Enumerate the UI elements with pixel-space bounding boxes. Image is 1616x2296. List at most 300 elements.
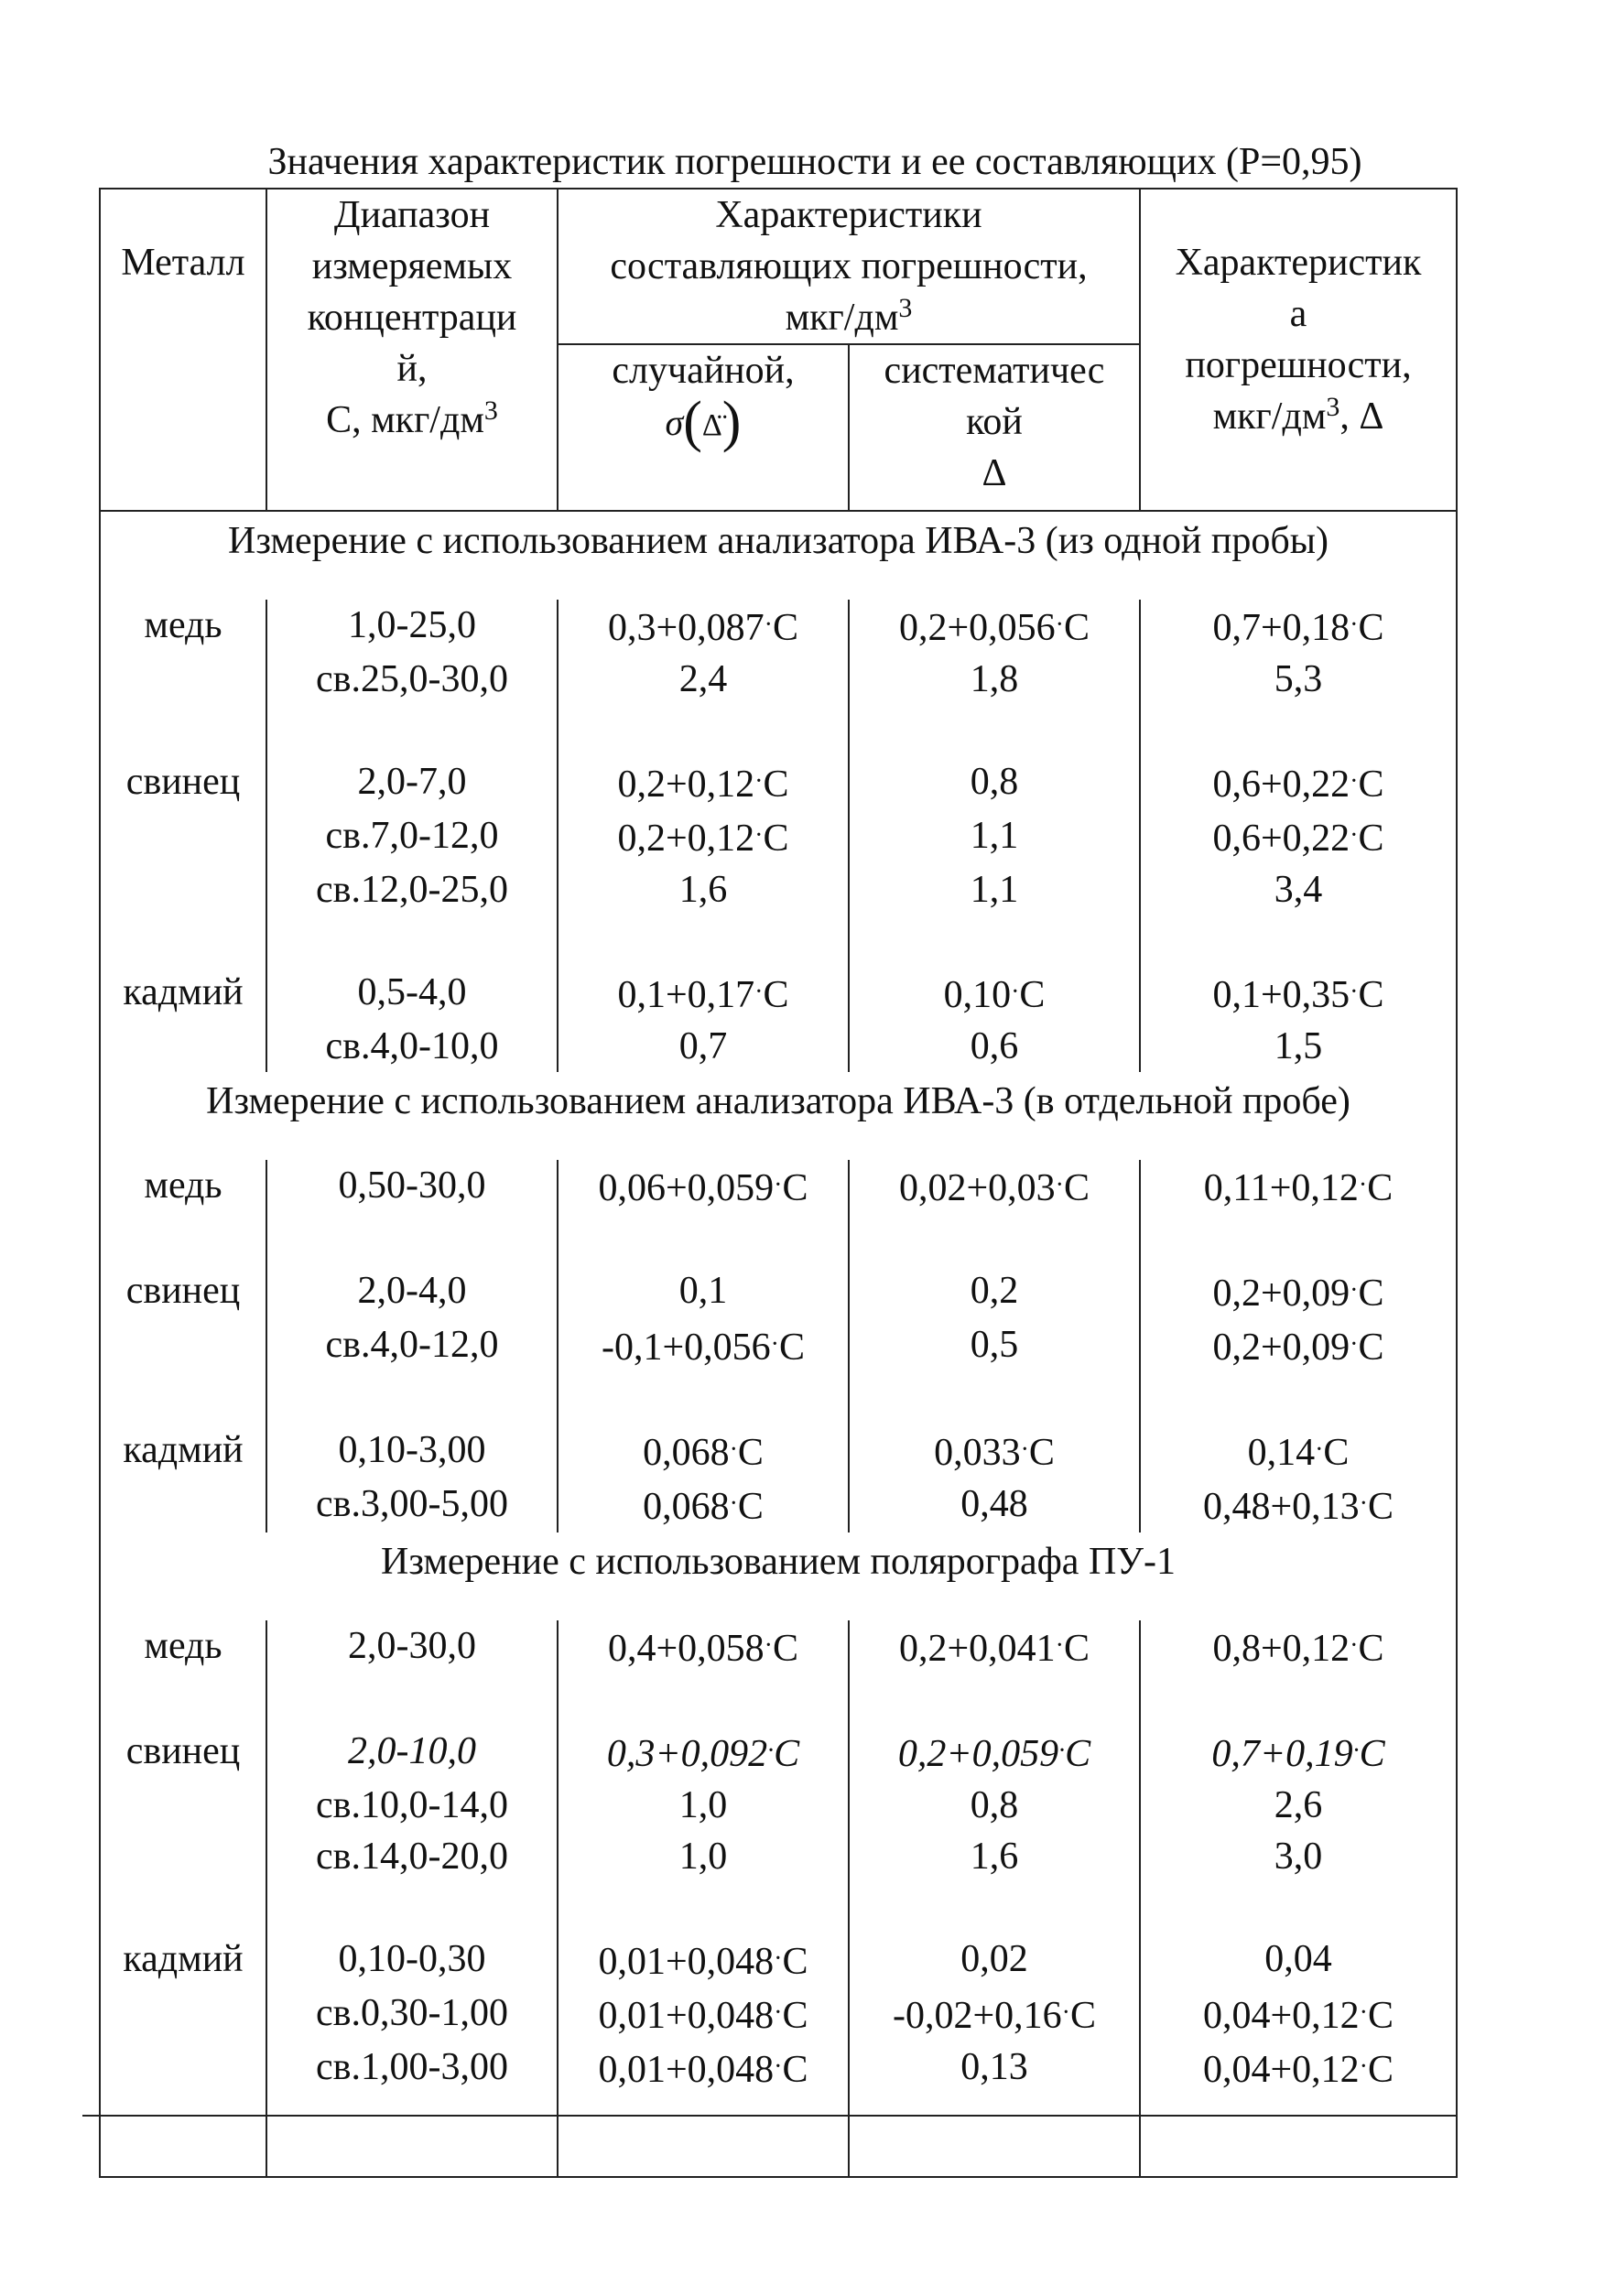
metal-cell [100, 1021, 266, 1072]
header-systematic-line2: кой [966, 401, 1023, 443]
section-title: Измерение с использованием анализатора ИВА-3 (в отдельной пробе) [100, 1072, 1457, 1160]
systematic-cell [849, 2041, 1140, 2096]
section-row [100, 511, 1457, 600]
multiply-dot: · [1358, 1171, 1368, 1199]
concentration-symbol: C [779, 1327, 806, 1369]
systematic-cell [849, 600, 1140, 654]
random-cell [558, 1987, 849, 2041]
total-value: 1,5 [1274, 1025, 1323, 1067]
multiply-dot: · [1350, 821, 1359, 850]
delta-symbol: Δ̈ [701, 408, 722, 442]
total-cell [1140, 1780, 1457, 1831]
systematic-value: 0,02 [960, 1938, 1028, 1980]
spacer-row [100, 2096, 1457, 2177]
total-cell [1140, 967, 1457, 1021]
concentration-symbol: C [782, 1167, 808, 1209]
systematic-value: 0,5 [970, 1324, 1019, 1366]
spacer-cell [1140, 1214, 1457, 1265]
multiply-dot: · [1058, 1737, 1066, 1765]
concentration-symbol: C [1065, 1733, 1091, 1775]
random-value: 1,6 [678, 869, 728, 911]
range-value: св.25,0-30,0 [316, 658, 508, 700]
total-value: 0,04 [1264, 1938, 1332, 1980]
metal-cell [100, 1478, 266, 1532]
systematic-cell [849, 1021, 1140, 1072]
concentration-symbol: C [1358, 818, 1384, 860]
metal-cell: свинец [100, 1726, 266, 1780]
concentration-symbol: C [1064, 607, 1090, 649]
range-value: 0,10-3,00 [338, 1429, 486, 1471]
paren-close-icon: ) [721, 391, 742, 453]
range-cell [266, 756, 558, 810]
systematic-value: 0,10 [943, 974, 1012, 1016]
multiply-dot: · [754, 978, 764, 1006]
range-cell [266, 1424, 558, 1478]
spacer-cell [266, 1373, 558, 1424]
range-value: св.4,0-10,0 [325, 1025, 499, 1067]
section-title: Измерение с использованием анализатора ИВА-3 (из одной пробы) [100, 511, 1457, 600]
spacer-cell [558, 2096, 849, 2177]
metal-cell: кадмий [100, 1933, 266, 1987]
range-value: св.7,0-12,0 [325, 815, 499, 857]
concentration-symbol: C [1367, 1167, 1394, 1209]
range-value: 2,0-7,0 [357, 761, 467, 803]
systematic-value: 0,2+0,056 [898, 607, 1056, 649]
random-cell [558, 2041, 849, 2096]
range-cell [266, 1780, 558, 1831]
metal-cell [100, 1987, 266, 2041]
metal-cell [100, 1780, 266, 1831]
spacer-cell [1140, 915, 1457, 967]
header-total-delta: , Δ [1339, 395, 1384, 438]
header-components-line3 [562, 292, 1135, 343]
spacer-cell [1140, 2096, 1457, 2177]
spacer-cell [558, 705, 849, 756]
random-value: -0,1+0,056 [601, 1327, 771, 1369]
random-cell [558, 1780, 849, 1831]
range-cell [266, 1265, 558, 1319]
multiply-dot: · [774, 2052, 783, 2081]
spacer-cell [849, 2096, 1140, 2177]
systematic-value: 0,02+0,03 [898, 1167, 1056, 1209]
bottom-rule [82, 2115, 1456, 2117]
header-total-line3: погрешности, [1185, 344, 1412, 386]
concentration-symbol: C [782, 2049, 808, 2091]
systematic-cell [849, 1780, 1140, 1831]
systematic-value: 0,033 [934, 1432, 1021, 1474]
multiply-dot: · [729, 1435, 738, 1464]
total-cell [1140, 600, 1457, 654]
multiply-dot: · [764, 1631, 773, 1660]
header-components-sup: 3 [898, 293, 913, 323]
random-value: 0,2+0,12 [617, 764, 755, 806]
random-value: 0,7 [678, 1025, 728, 1067]
spacer-cell [849, 1674, 1140, 1726]
spacer-cell [849, 705, 1140, 756]
metal-cell: свинец [100, 756, 266, 810]
systematic-value: 1,1 [970, 815, 1019, 857]
random-cell [558, 1319, 849, 1373]
spacer-cell [1140, 1373, 1457, 1424]
total-cell [1140, 1933, 1457, 1987]
total-value: 0,7+0,18 [1212, 607, 1350, 649]
spacer-cell [266, 1674, 558, 1726]
range-cell [266, 1620, 558, 1674]
table-row [100, 600, 1457, 654]
systematic-value: 0,2+0,041 [898, 1628, 1056, 1670]
concentration-symbol: C [763, 818, 789, 860]
header-components-line1: Характеристики [715, 194, 982, 236]
systematic-value: 0,48 [960, 1483, 1028, 1525]
table-body [100, 511, 1457, 2177]
concentration-symbol: C [1064, 1628, 1090, 1670]
header-range-unit: С, мкг/дм [326, 399, 484, 441]
systematic-cell [849, 810, 1140, 864]
header-systematic-line3: Δ [982, 452, 1007, 494]
header-total [1140, 189, 1457, 511]
section-row [100, 1532, 1457, 1620]
range-cell [266, 1933, 558, 1987]
header-total-line2: а [1289, 293, 1307, 335]
total-value: 3,0 [1274, 1836, 1323, 1878]
multiply-dot: · [1055, 611, 1064, 639]
range-cell [266, 600, 558, 654]
spacer-cell [100, 915, 266, 967]
total-cell [1140, 1987, 1457, 2041]
spacer-cell [558, 1373, 849, 1424]
random-value: 0,1+0,17 [617, 974, 755, 1016]
table-row [100, 1424, 1457, 1478]
table-row [100, 967, 1457, 1021]
multiply-dot: · [1055, 1631, 1064, 1660]
table-row [100, 810, 1457, 864]
random-cell [558, 1478, 849, 1532]
header-total-line4 [1144, 391, 1452, 442]
metal-cell [100, 864, 266, 915]
random-cell [558, 1726, 849, 1780]
total-value: 0,1+0,35 [1212, 974, 1350, 1016]
total-cell [1140, 756, 1457, 810]
multiply-dot: · [774, 1171, 783, 1199]
header-range-line1: Диапазон [333, 194, 491, 236]
systematic-cell [849, 1987, 1140, 2041]
spacer-cell [266, 1882, 558, 1933]
total-cell [1140, 2041, 1457, 2096]
table-row [100, 1620, 1457, 1674]
systematic-cell [849, 1160, 1140, 1214]
table-row [100, 864, 1457, 915]
total-value: 3,4 [1274, 869, 1323, 911]
multiply-dot: · [1055, 1171, 1064, 1199]
range-value: 1,0-25,0 [348, 604, 476, 646]
multiply-dot: · [774, 1998, 783, 2027]
total-cell [1140, 654, 1457, 705]
concentration-symbol: C [1019, 974, 1046, 1016]
multiply-dot: · [729, 1489, 738, 1518]
concentration-symbol: C [1358, 1273, 1384, 1315]
systematic-value: 0,8 [970, 761, 1019, 803]
sigma-symbol: σ [665, 402, 684, 443]
spacer-cell [558, 1214, 849, 1265]
range-cell [266, 654, 558, 705]
metal-cell: медь [100, 600, 266, 654]
total-value: 0,2+0,09 [1212, 1327, 1350, 1369]
multiply-dot: · [770, 1330, 779, 1359]
concentration-symbol: C [1064, 1167, 1090, 1209]
header-components [558, 189, 1140, 344]
systematic-value: 0,13 [960, 2046, 1028, 2088]
multiply-dot: · [774, 1944, 783, 1973]
random-value: 0,06+0,059 [598, 1167, 775, 1209]
range-cell [266, 1726, 558, 1780]
concentration-symbol: C [1028, 1432, 1055, 1474]
systematic-value: -0,02+0,16 [892, 1995, 1062, 2037]
spacer-cell [100, 1674, 266, 1726]
error-characteristics-table [99, 188, 1456, 2178]
random-cell [558, 1021, 849, 1072]
section-title: Измерение с использованием полярографа ПУ-1 [100, 1532, 1457, 1620]
table-row [100, 756, 1457, 810]
range-value: св.3,00-5,00 [316, 1483, 508, 1525]
random-value: 0,068 [643, 1486, 730, 1528]
range-cell [266, 1831, 558, 1882]
concentration-symbol: C [1359, 1733, 1385, 1775]
range-value: 0,10-0,30 [338, 1938, 486, 1980]
range-value: 2,0-4,0 [357, 1270, 467, 1312]
concentration-symbol: C [1358, 764, 1384, 806]
range-cell [266, 1987, 558, 2041]
table-row [100, 2041, 1457, 2096]
range-value: 2,0-30,0 [348, 1625, 476, 1667]
multiply-dot: · [1011, 978, 1020, 1006]
concentration-symbol: C [1368, 1995, 1394, 2037]
total-value: 0,2+0,09 [1212, 1273, 1350, 1315]
systematic-cell [849, 1620, 1140, 1674]
random-value: 0,3+0,087 [607, 607, 765, 649]
header-metal [100, 189, 266, 511]
multiply-dot: · [1352, 1737, 1360, 1765]
systematic-value: 0,2 [970, 1270, 1019, 1312]
spacer-row [100, 1373, 1457, 1424]
multiply-dot: · [1350, 1276, 1359, 1305]
total-cell [1140, 1831, 1457, 1882]
random-value: 0,2+0,12 [617, 818, 755, 860]
table-row [100, 1831, 1457, 1882]
range-value: 2,0-10,0 [348, 1730, 476, 1772]
spacer-row [100, 1214, 1457, 1265]
concentration-symbol: C [774, 1733, 800, 1775]
random-cell [558, 1160, 849, 1214]
spacer-cell [558, 1882, 849, 1933]
range-value: 0,50-30,0 [338, 1164, 486, 1207]
table-row [100, 1021, 1457, 1072]
spacer-cell [100, 1882, 266, 1933]
systematic-cell [849, 864, 1140, 915]
total-value: 0,14 [1247, 1432, 1316, 1474]
range-value: св.12,0-25,0 [316, 869, 508, 911]
systematic-value: 0,6 [970, 1025, 1019, 1067]
total-value: 2,6 [1274, 1784, 1323, 1826]
total-value: 0,11+0,12 [1203, 1167, 1359, 1209]
systematic-cell [849, 1933, 1140, 1987]
spacer-row [100, 705, 1457, 756]
metal-cell: медь [100, 1620, 266, 1674]
metal-cell [100, 1831, 266, 1882]
systematic-value: 0,2+0,059 [897, 1733, 1059, 1775]
header-total-sup: 3 [1326, 392, 1340, 422]
data-table [99, 188, 1458, 2178]
multiply-dot: · [1359, 1489, 1368, 1518]
multiply-dot: · [754, 767, 764, 796]
concentration-symbol: C [1368, 1486, 1394, 1528]
total-value: 0,6+0,22 [1212, 764, 1350, 806]
total-cell [1140, 1478, 1457, 1532]
total-cell [1140, 1424, 1457, 1478]
total-cell [1140, 1265, 1457, 1319]
range-cell [266, 1021, 558, 1072]
random-value: 0,01+0,048 [598, 1995, 775, 2037]
range-cell [266, 967, 558, 1021]
random-cell [558, 1620, 849, 1674]
total-value: 0,8+0,12 [1212, 1628, 1350, 1670]
metal-cell: кадмий [100, 967, 266, 1021]
total-cell [1140, 810, 1457, 864]
spacer-cell [849, 915, 1140, 967]
systematic-cell [849, 1831, 1140, 1882]
total-cell [1140, 864, 1457, 915]
spacer-cell [558, 1674, 849, 1726]
range-value: 0,5-4,0 [357, 971, 467, 1013]
random-value: 2,4 [678, 658, 728, 700]
random-cell [558, 967, 849, 1021]
spacer-cell [1140, 705, 1457, 756]
concentration-symbol: C [1358, 974, 1384, 1016]
total-value: 5,3 [1274, 658, 1323, 700]
random-cell [558, 600, 849, 654]
spacer-cell [266, 705, 558, 756]
range-cell [266, 2041, 558, 2096]
spacer-cell [849, 1882, 1140, 1933]
multiply-dot: · [1315, 1435, 1324, 1464]
table-row [100, 1780, 1457, 1831]
random-value: 0,3+0,092 [606, 1733, 768, 1775]
multiply-dot: · [1020, 1435, 1029, 1464]
header-range-line4: й, [396, 348, 428, 390]
concentration-symbol: C [782, 1995, 808, 2037]
spacer-cell [100, 705, 266, 756]
total-cell [1140, 1021, 1457, 1072]
total-value: 0,04+0,12 [1202, 1995, 1360, 2037]
systematic-cell [849, 1424, 1140, 1478]
multiply-dot: · [1359, 1998, 1368, 2027]
random-value: 0,01+0,048 [598, 2049, 775, 2091]
concentration-symbol: C [763, 764, 789, 806]
metal-cell [100, 654, 266, 705]
table-row [100, 1933, 1457, 1987]
section-row [100, 1072, 1457, 1160]
spacer-cell [1140, 1882, 1457, 1933]
random-cell [558, 1831, 849, 1882]
total-value: 0,48+0,13 [1202, 1486, 1360, 1528]
table-row [100, 654, 1457, 705]
systematic-value: 1,1 [970, 869, 1019, 911]
spacer-cell [100, 2096, 266, 2177]
concentration-symbol: C [1368, 2049, 1394, 2091]
concentration-symbol: C [782, 1941, 808, 1983]
spacer-cell [849, 1214, 1140, 1265]
multiply-dot: · [764, 611, 773, 639]
header-random-symbol [562, 391, 844, 453]
spacer-row [100, 1882, 1457, 1933]
systematic-cell [849, 654, 1140, 705]
random-cell [558, 654, 849, 705]
header-total-line1: Характеристик [1175, 242, 1422, 284]
metal-cell: медь [100, 1160, 266, 1214]
random-value: 0,4+0,058 [607, 1628, 765, 1670]
spacer-cell [100, 1214, 266, 1265]
spacer-cell [266, 915, 558, 967]
table-row [100, 1160, 1457, 1214]
random-value: 0,01+0,048 [598, 1941, 775, 1983]
metal-cell: кадмий [100, 1424, 266, 1478]
systematic-cell [849, 967, 1140, 1021]
range-cell [266, 1319, 558, 1373]
header-metal-label: Металл [121, 242, 245, 284]
table-row [100, 1478, 1457, 1532]
multiply-dot: · [1359, 2052, 1368, 2081]
header-range-line3: концентраци [307, 297, 517, 339]
total-cell [1140, 1160, 1457, 1214]
random-cell [558, 1424, 849, 1478]
range-value: св.0,30-1,00 [316, 1992, 508, 2034]
concentration-symbol: C [1358, 607, 1384, 649]
table-header [100, 189, 1457, 511]
total-value: 0,7+0,19 [1211, 1733, 1353, 1775]
spacer-cell [1140, 1674, 1457, 1726]
table-row [100, 1726, 1457, 1780]
spacer-cell [100, 1373, 266, 1424]
random-value: 0,1 [678, 1270, 728, 1312]
multiply-dot: · [767, 1737, 775, 1765]
concentration-symbol: C [1323, 1432, 1350, 1474]
header-components-unit: мкг/дм [785, 297, 899, 339]
range-value: св.4,0-12,0 [325, 1324, 499, 1366]
spacer-row [100, 1674, 1457, 1726]
multiply-dot: · [1350, 611, 1359, 639]
random-value: 1,0 [678, 1836, 728, 1878]
header-range-line2: измеряемых [311, 245, 513, 287]
total-cell [1140, 1319, 1457, 1373]
multiply-dot: · [1350, 978, 1359, 1006]
random-cell [558, 756, 849, 810]
range-value: св.14,0-20,0 [316, 1836, 508, 1878]
multiply-dot: · [1061, 1998, 1070, 2027]
header-random-line1: случайной, [612, 350, 795, 392]
total-value: 0,04+0,12 [1202, 2049, 1360, 2091]
header-range-line5 [271, 395, 553, 446]
systematic-cell [849, 1726, 1140, 1780]
random-cell [558, 864, 849, 915]
metal-cell [100, 810, 266, 864]
systematic-cell [849, 1478, 1140, 1532]
concentration-symbol: C [763, 974, 789, 1016]
header-systematic [849, 344, 1140, 511]
total-cell [1140, 1726, 1457, 1780]
header-components-line2: составляющих погрешности, [610, 245, 1088, 287]
systematic-cell [849, 1319, 1140, 1373]
total-value: 0,6+0,22 [1212, 818, 1350, 860]
concentration-symbol: C [773, 607, 799, 649]
